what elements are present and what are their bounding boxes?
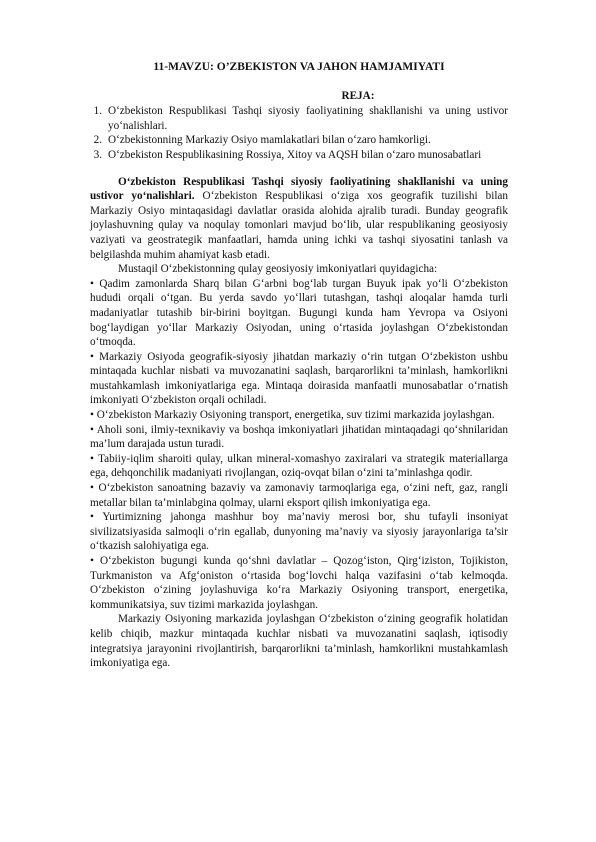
plan-item bbox=[90, 104, 508, 133]
plan-item-text: O‘zbekistonning Markaziy Osiyo mamlakatlari bilan o‘zaro hamkorligi. bbox=[108, 134, 431, 147]
bullet-paragraph: • O‘zbekiston bugungi kunda qo‘shni davlatlar – Qozog‘iston, Qirg‘iziston, Tojikiston, Turkmaniston va Afg‘oniston o‘rtasida bog‘lovchi halqa vazifasini o‘tab kelmoqda. O‘zbekiston o‘zining joylashuviga ko‘ra Markaziy Osiyoning transport, energetika, kommunikatsiya, suv tizimi markazida joylashgan. bbox=[90, 555, 508, 611]
bullet-paragraph: • Qadim zamonlarda Sharq bilan G‘arbni bog‘lab turgan Buyuk ipak yo‘li O‘zbekiston hududi orqali o‘tgan. Bu yerda savdo yo‘llari tutashgan, tashqi aloqalar hamda turli madaniyatlar tutashib bir-birini boyitgan. Bugungi kunda ham Yevropa va Osiyoni bog‘laydigan yo‘llar Markaziy Osiyodan, uning o‘rtasida joylashgan O‘zbekistondan o‘tmoqda. bbox=[90, 277, 508, 349]
bullet-paragraph: • O‘zbekiston sanoatning bazaviy va zamonaviy tarmoqlariga ega, o‘zini neft, gaz, rangli metallar bilan ta’minlabgina qolmay, ularni eksport qilish imkoniyatiga ega. bbox=[90, 482, 508, 509]
closing-paragraph: Markaziy Osiyoning markazida joylashgan O‘zbekiston o‘zining geografik holatidan kelib chiqib, mazkur mintaqada kuchlar nisbati va muvozanatini saqlash, iqtisodiy integratsiya jarayonini rivojlantirish, barqarorlikni ta’minlash, hamkorlikni mustahkamlash imkoniyatiga ega. bbox=[90, 613, 508, 670]
section-heading: O‘zbekiston Respublikasi Tashqi siyosiy faoliyatining shakllanishi va uning ustivor yo‘nalishlari. bbox=[90, 175, 508, 203]
intro-paragraph bbox=[90, 175, 508, 263]
capabilities-intro: Mustaqil O‘zbekistonning qulay geosiyosiy imkoniyatlari quyidagicha: bbox=[118, 263, 438, 276]
plan-heading: REJA: bbox=[341, 89, 375, 102]
plan-item-number: 1. bbox=[93, 105, 102, 118]
plan-item bbox=[90, 133, 508, 148]
plan-item-number: 3. bbox=[93, 148, 102, 161]
plan-item-text: O‘zbekiston Respublikasining Rossiya, Xitoy va AQSH bilan o‘zaro munosabatlari bbox=[108, 148, 482, 161]
plan-item bbox=[90, 148, 508, 163]
bullet-paragraph: • Yurtimizning jahonga mashhur boy ma’naviy merosi bor, shu tufayli insoniyat sivilizatsiyasida salmoqli o‘rin egallab, dunyoning ma’naviy va siyosiy jarayonlariga ta’sir o‘tkazish salohiyatiga ega. bbox=[90, 511, 508, 553]
plan-list bbox=[90, 104, 508, 162]
plan-item-text: O‘zbekiston Respublikasi Tashqi siyosiy faoliyatining shakllanishi va uning ustivor yo‘nalishlari. bbox=[108, 105, 508, 132]
document-title: 11-MAVZU: O’ZBEKISTON VA JAHON HAMJAMIYATI bbox=[153, 61, 445, 73]
intro-text: O‘zbekiston Respublikasi o‘ziga xos geografik tuzilishi bilan Markaziy Osiyo mintaqasidagi davlatlar orasida alohida ajralib turadi. Bunday geografik joylashuvning qulay va noqulay tomonlari mavjud bo‘lib, ular respublikaning geosiyosiy vaziyati va geostrategik manfaatlari, hamda uning ichki va tashqi siyosatini tanlash va belgilashda muhim ahamiyat kasb etadi. bbox=[90, 190, 508, 261]
document-page bbox=[90, 60, 508, 671]
bullet-paragraph: • Markaziy Osiyoda geografik-siyosiy jihatdan markaziy o‘rin tutgan O‘zbekiston ushbu mintaqada kuchlar nisbati va muvozanatini saqlash, barqarorlikni ta’minlash, hamkorlikni mustahkamlash imkoniyatlariga ega. Mintaqa doirasida manfaatli munosabatlar o‘rnatish imkoniyati O‘zbekiston orqali ochiladi. bbox=[90, 350, 508, 407]
bullet-paragraph: • Aholi soni, ilmiy-texnikaviy va boshqa imkoniyatlari jihatidan mintaqadagi qo‘shnilaridan ma’lum darajada ustun turadi. bbox=[90, 423, 508, 451]
bullet-paragraph: • O‘zbekiston Markaziy Osiyoning transport, energetika, suv tizimi markazida joylashgan. bbox=[90, 409, 495, 422]
bullet-paragraph: • Tabiiy-iqlim sharoiti qulay, ulkan mineral-xomashyo zaxiralari va strategik materiallarga ega, dehqonchilik madaniyati rivojlangan, oziq-ovqat bilan o‘zini ta’minlashga qodir. bbox=[90, 452, 508, 480]
plan-item-number: 2. bbox=[93, 134, 102, 147]
